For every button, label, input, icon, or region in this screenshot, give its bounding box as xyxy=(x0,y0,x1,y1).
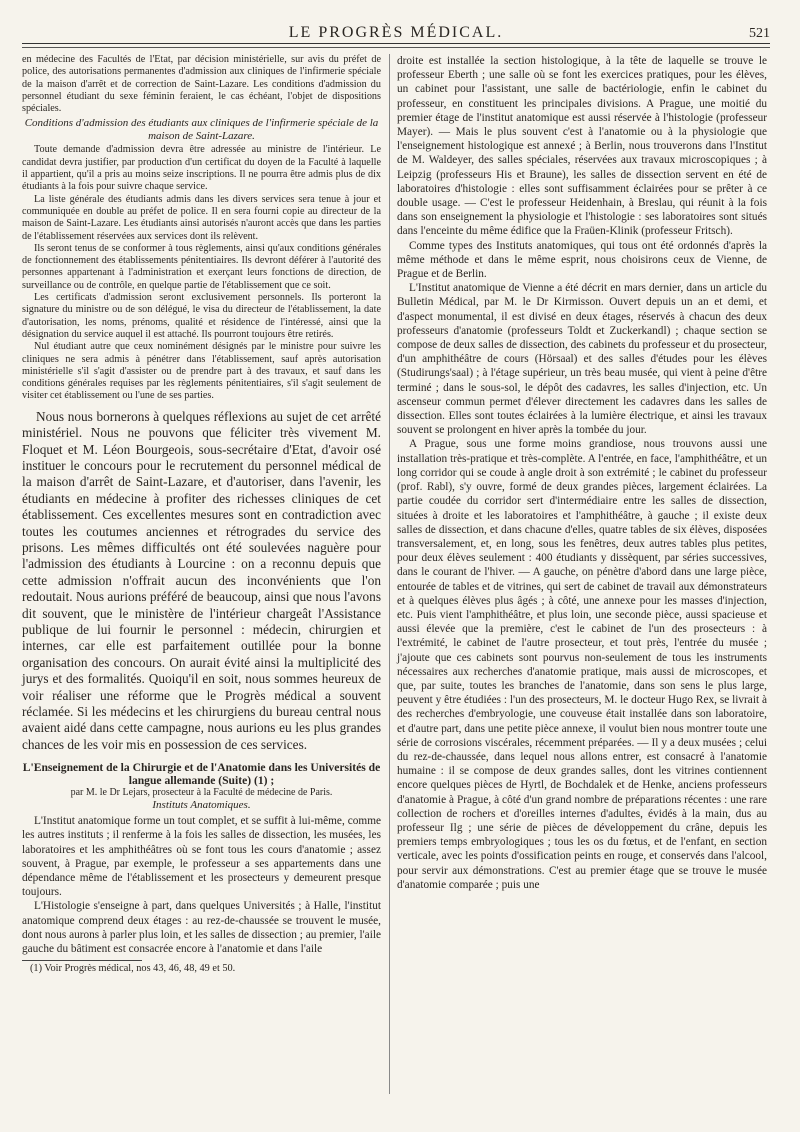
footnote: (1) Voir Progrès médical, nos 43, 46, 48, 49 et 50. xyxy=(30,963,236,975)
decree-paragraph: Ils seront tenus de se conformer à tous règlements, ainsi qu'aux conditions générales de fonctionnement des établissements pénitentiaires. Ils devront déférer à l'autorité des personnes appartenant à l'administration et exerçant leurs fonctions de direction, de surveillance ou de contrôle, en quelque partie de l'établissement que ce soit. xyxy=(22,242,381,291)
commentary-paragraph: Nous nous bornerons à quelques réflexions au sujet de cet arrêté ministériel. Nous ne pouvons que féliciter très vivement M. Floquet et M. Léon Bourgeois, sous-secrétaire d'Etat, d'avoir osé instituer le concours pour le recrutement du personnel médical de la maison d'arrêt de Saint-Lazare, et d'autoriser, dans l'avenir, les étudiants en médecine à profiter des richesses cliniques de cet établissement. Ces excellentes mesures sont en contradiction avec toutes les coutumes anciennes et rétrogrades du service des prisons. Les mêmes difficultés ont été soulevées naguère pour l'admission des étudiants à Lourcine : on a reconnu depuis que cette admission n'offrait aucun des inconvénients que l'on redoutait. Nous aurions préféré de beaucoup, ainsi que nous l'avons dit souvent, que le ministère de l'intérieur chargeât l'Assistance publique de lui fournir le personnel : médecin, chirurgien et internes, car elle est parfaitement outillée pour la bonne organisation des concours. On aurait évité ainsi la multiplicité des jurys et des formalités. Quoiqu'il en soit, nous sommes heureux de voir réaliser une réforme que le Progrès médical a souvent réclamée. Si les médecins et les chirurgiens du bureau central nous avaient aidé dans cette campagne, nous aurions eu les plus grandes chances de les voir mis en possession de ces services. xyxy=(22,408,381,752)
decree-paragraph: La liste générale des étudiants admis dans les divers services sera tenue à jour et communiquée en double au préfet de police. Il en sera fourni copie au directeur de la maison de Saint-Lazare. Les étudiants ainsi autorisés n'auront accès que dans les parties de l'établissement réservées aux services dont ils relèvent. xyxy=(22,193,381,242)
left-column xyxy=(22,54,381,975)
page-number: 521 xyxy=(749,26,770,41)
article-body-left xyxy=(22,814,381,956)
right-column xyxy=(397,54,767,892)
decree-paragraph: Nul étudiant autre que ceux nominément désignés par le ministre pour suivre les cliniques ne sera admis à pénétrer dans l'établissement, sauf après autorisation ministérielle s'il s'agit d'assister ou de prendre part à des travaux, et sauf dans les conditions générales requises par les règlements pénitentiaires, s'il s'agit seulement de visiter cet établissement ou l'une de ses parties. xyxy=(22,341,381,402)
article-paragraph: droite est installée la section histologique, à la tête de laquelle se trouve le professeur Eberth ; une salle où se font les exercices pratiques, pour les élèves, un cabinet pour l'assistant, une salle de bactériologie, enfin le cabinet du professeur, en constituent les principales divisions. A Prague, une moitié du premier étage de l'institut anatomique est aussi réservée à l'histologie (professeur Mayer). — Mais le plus souvent c'est à l'anatomie ou à la physiologie que l'enseignement histologique est annexé ; à Berlin, nous trouverons dans l'Institut de M. Waldeyer, des salles spéciales, réservées aux travaux microscopiques ; à Leipzig (professeurs His et Braune), les salles de dissection servent en été de laboratoires d'histologie : elles sont suffisamment éclairées pour se prêter à ce double usage. — C'est le professeur Heidenhain, à Breslau, qui réunit à la fois dans son enseignement la physiologie et l'histologie : ses laboratoires sont situés dans l'enceinte du même édifice que la Fraüen-Klinik (professeur Fritsch). xyxy=(397,55,767,238)
running-header xyxy=(22,20,770,42)
decree-paragraph: Toute demande d'admission devra être adressée au ministre de l'intérieur. Le candidat devra justifier, par production d'un certificat du doyen de la Faculté à laquelle il appartient, qu'il a pris au moins seize inscriptions. Il ne pourra être admis plus de dix étudiants à la fois pour suivre chaque service. xyxy=(22,144,381,193)
journal-title: LE PROGRÈS MÉDICAL. xyxy=(288,24,504,41)
decree-text xyxy=(22,54,381,403)
subsection-title: Instituts Anatomiques. xyxy=(152,799,251,812)
header-rule xyxy=(22,43,770,48)
article-paragraph: A Prague, sous une forme moins grandiose, nous trouvons aussi une installation très-pratique et très-complète. A l'entrée, en face, l'amphithéâtre, et un long corridor qui se coude à angle droit à son extrémité ; le cabinet du professeur (prof. Rabl), s'y ouvre, formé de deux grandes pièces, largement éclairées. La partie coudée du corridor sert d'intermédiaire entre les salles de dissection, situées à droite et les laboratoires et l'amphithéâtre, à gauche ; il existe deux salles de dissection, et dans chacune d'elles, quatre tables de six élèves, disposées transversalement, et, en long, sous les fenêtres, deux autres tables plus petites, pour deux élèves seulement : 400 étudiants y dissèquent, par séries successives, dans le courant de l'hiver. — A gauche, on pénètre d'abord dans une large pièce, entourée de tables et de vitrines, qui sert de cabinet de travail aux démonstrateurs et à quelques élèves plus âgés ; à côté, une annexe pour les masses d'injection, etc. Puis vient l'amphithéâtre, et plus loin, une seconde pièce, aussi spacieuse et aussi élevée que la première, c'est le cabinet de l'un des prosecteurs : à l'extrémité, le cabinet de l'autre prosecteur, et tout près, l'entrée du musée ; j'ajoute que ces cabinets sont pourvus non-seulement de tous les instruments nécessaires aux recherches d'anatomie pratique, mais aussi de microscopes, et que, par suite, toutes les branches de l'anatomie, dans son sens le plus large, peuvent y être étudiées : l'un des prosecteurs, M. le docteur Hugo Rex, se livrait à des recherches d'embryologie, une couveuse était installée dans son laboratoire, et d'autre part, dans une petite pièce annexe, il voulut bien nous montrer toute une série de corrosions viscérales, récemment préparées. — Il y a deux musées ; celui du rez-de-chaussée, dans lequel nous allons entrer, est consacré à l'anatomie humaine : il se compose de deux grandes salles, dont les vitrines contiennent encore quelques pièces de Hyrtl, de Bochdalek et de Henke, anciens professeurs d'anatomie à Prague, à côté d'un grand nombre de préparations récentes : une rare collection de rochers et d'oreilles internes d'adultes, évidés à la main, dus au professeur Ilg ; une série de pièces de développement du crâne, depuis les premiers temps embryologiques ; tous les os du fœtus, et de l'enfant, en section verticale, avec les points d'ossification peints en rouge, et conservés dans l'alcool, pour servir aux démonstrations. C'est au premier étage que se trouve le musée d'anatomie comparée ; puis une xyxy=(397,438,767,891)
article-paragraph: Comme types des Instituts anatomiques, qui tous ont été ordonnés d'après la même méthode et dans le même esprit, nous choisirons ceux de Vienne, de Prague et de Berlin. xyxy=(397,239,767,281)
section-heading: L'Enseignement de la Chirurgie et de l'Anatomie dans les Universités de langue allemande (Suite) (1) ; xyxy=(22,761,381,788)
commentary xyxy=(22,409,381,754)
decree-paragraph: Les certificats d'admission seront exclusivement personnels. Ils porteront la signature du ministre ou de son délégué, le visa du directeur de l'établissement, la date d'autorisation, les noms, prénoms, qualité et résidence de l'intéressé, ainsi que la désignation du service auquel il est attaché. Ils pourront toujours être retirés. xyxy=(22,292,381,340)
author-byline: par M. le Dr Lejars, prosecteur à la Faculté de médecine de Paris. xyxy=(70,787,333,799)
article-paragraph: L'Institut anatomique forme un tout complet, et se suffit à lui-même, comme les autres instituts ; il renferme à la fois les salles de dissection, les musées, les laboratoires et les amphithéâtres où se font tous les cours d'anatomie ; assez souvent, à Prague, par exemple, le professeur a ses appartements dans une dépendance même de l'établissement et les prosecteurs y demeurent presque toujours. xyxy=(22,815,381,899)
decree-paragraph: en médecine des Facultés de l'Etat, par décision ministérielle, sur avis du préfet de police, des autorisations permanentes d'admission aux cliniques de l'infirmerie spéciale de la maison d'arrêt et de correction de Saint-Lazare. Les conditions d'admission du personnel étudiant du sexe féminin feraient, le cas échéant, l'objet de dispositions spéciales. xyxy=(22,54,381,115)
article-paragraph: L'Histologie s'enseigne à part, dans quelques Universités ; à Halle, l'institut anatomique comprend deux étages : au rez-de-chaussée se trouvent le musée, dont nous aurons à parler plus loin, et les salles de dissection ; au premier, l'aile gauche du bâtiment est consacrée encore à l'anatomie et dans l'aile xyxy=(22,900,381,956)
column-divider xyxy=(389,54,390,1094)
decree-subheading: Conditions d'admission des étudiants aux cliniques de l'infirmerie spéciale de la maison de Saint-Lazare. xyxy=(24,117,379,142)
article-paragraph: L'Institut anatomique de Vienne a été décrit en mars dernier, dans un article du Bulletin Médical, par M. le Dr Kirmisson. Ouvert depuis un an et demi, et d'aspect monumental, il est divisé en deux étages, réservés à chacun des deux professeurs d'anatomie (professeurs Toldt et Zuckerkandl) ; chaque section se compose de deux salles de dissection, des cabinets du professeur et du prosecteur, d'un amphithéâtre de cours (Hörsaal) et des salles d'études pour les élèves (Studirungs'saal) ; à l'étage supérieur, un très beau musée, qui vient à peine d'être terminé ; dans le sous-sol, le dépôt des cadavres, les salles d'injection, etc. Un ascenseur commun permet d'élever directement les cadavres dans les salles de dissection. Elles sont toutes éclairées à la lumière électrique, et ainsi les travaux souvent se prolongent en hiver après la tombée du jour. xyxy=(397,282,767,437)
footnote-rule xyxy=(22,960,142,961)
